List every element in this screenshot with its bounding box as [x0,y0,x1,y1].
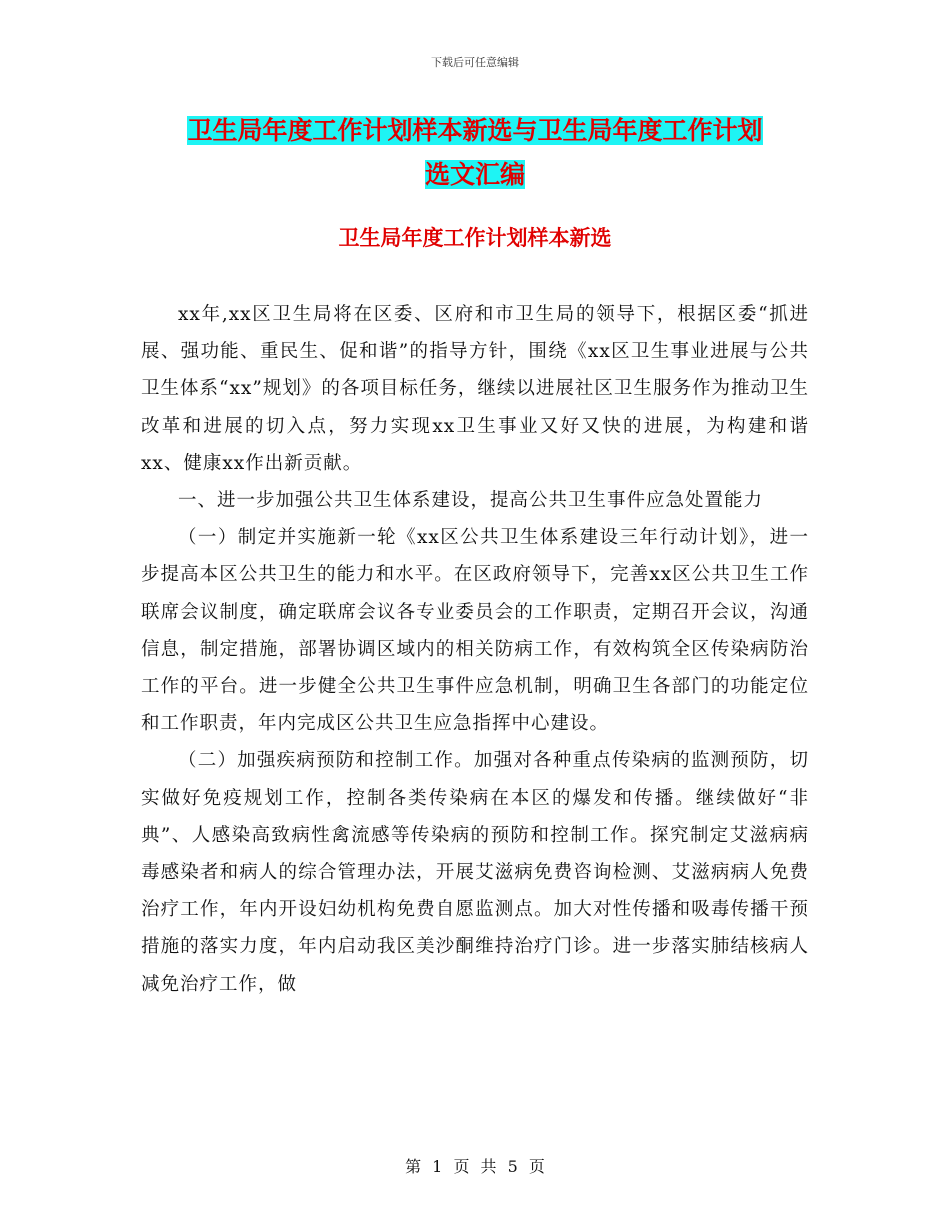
document-body [141,296,809,1003]
document-title-line-2 [0,152,950,198]
paragraph-item-1: （一）制定并实施新一轮《xx区公共卫生体系建设三年行动计划》，进一步提高本区公共卫生的能力和水平。在区政府领导下，完善xx区公共卫生工作联席会议制度，确定联席会议各专业委员会的工作职责，定期召开会议，沟通信息，制定措施，部署协调区域内的相关防病工作，有效构筑全区传染病防治工作的平台。进一步健全公共卫生事件应急机制，明确卫生各部门的功能定位和工作职责，年内完成区公共卫生应急指挥中心建设。 [141,527,809,735]
paragraph-item-2: （二）加强疾病预防和控制工作。加强对各种重点传染病的监测预防，切实做好免疫规划工作，控制各类传染病在本区的爆发和传播。继续做好“非典”、人感染高致病性禽流感等传染病的预防和控制工作。探究制定艾滋病病毒感染者和病人的综合管理办法，开展艾滋病免费咨询检测、艾滋病病人免费治疗工作，年内开设妇幼机构免费自愿监测点。加大对性传播和吸毒传播干预措施的落实力度，年内启动我区美沙酮维持治疗门诊。进一步落实肺结核病人减免治疗工作，做 [141,750,809,995]
document-title-text-2: 选文汇编 [424,160,525,189]
document-title-text-1: 卫生局年度工作计划样本新选与卫生局年度工作计划 [187,116,763,145]
paragraph-heading-1: 一、进一步加强公共卫生体系建设，提高公共卫生事件应急处置能力 [178,490,764,512]
header-note: 下载后可任意编辑 [431,56,519,69]
document-title-line-1 [0,108,950,154]
page-number-footer: 第 1 页 共 5 页 [405,1157,545,1176]
paragraph-intro: xx年,xx区卫生局将在区委、区府和市卫生局的领导下，根据区委“抓进展、强功能、重民生、促和谐”的指导方针，围绕《xx区卫生事业进展与公共卫生体系“xx”规划》的各项目标任务，继续以进展社区卫生服务作为推动卫生改革和进展的切入点，努力实现xx卫生事业又好又快的进展，为构建和谐xx、健康xx作出新贡献。 [141,304,809,474]
section-title: 卫生局年度工作计划样本新选 [338,226,612,250]
